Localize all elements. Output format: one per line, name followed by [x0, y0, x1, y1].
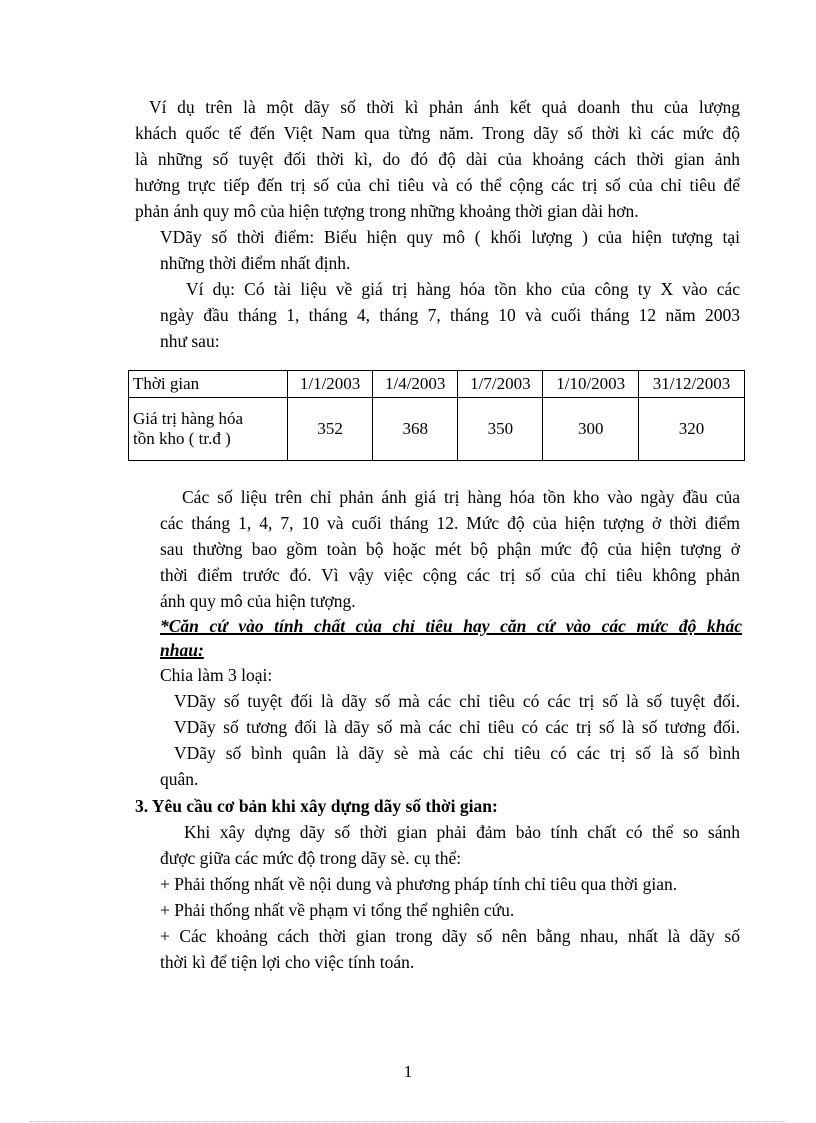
table-date-cell: 31/12/2003	[638, 371, 744, 398]
page-bottom-divider	[30, 1121, 786, 1122]
text-line: Ví dụ: Có tài liệu về giá trị hàng hóa tồn kho của công ty X vào các	[186, 279, 740, 299]
table-value-cell: 320	[638, 398, 744, 461]
text-line: thời điểm trước đó. Vì vậy việc cộng các trị số của chỉ tiêu không phản	[160, 565, 740, 585]
paragraph-period-series-example	[135, 94, 740, 224]
text-line: khách quốc tế đến Việt Nam qua từng năm. Trong dãy số thời kì các mức độ	[135, 123, 740, 143]
list-item: + Phải thống nhất về phạm vi tổng thể nghiên cứu.	[160, 900, 515, 920]
table-value-row	[129, 398, 745, 461]
table-row-label	[129, 398, 288, 461]
section-3-heading: 3. Yêu cầu cơ bản khi xây dựng dãy số thời gian:	[135, 796, 498, 816]
list-item: + Các khoảng cách thời gian trong dãy số nên bằng nhau, nhất là dãy số	[160, 926, 740, 946]
requirement-3	[160, 923, 740, 975]
text-line: các tháng 1, 4, 7, 10 và cuối tháng 12. Mức độ của hiện tượng ở thời điểm	[160, 513, 740, 533]
page-number: 1	[403, 1062, 413, 1081]
table-header-row	[129, 371, 745, 398]
table-value-cell: 300	[543, 398, 639, 461]
table-date-cell: 1/10/2003	[543, 371, 639, 398]
list-item: VDãy số tuyệt đối là dãy số mà các chỉ tiêu có các trị số là số tuyệt đối.	[174, 691, 740, 711]
table-value-cell: 368	[373, 398, 458, 461]
table-date-cell: 1/7/2003	[458, 371, 543, 398]
series-types-list	[174, 688, 740, 766]
text-line: được giữa các mức độ trong dãy sè. cụ thể:	[160, 848, 462, 868]
table-header-label: Thời gian	[129, 371, 288, 398]
series-types-tail	[160, 766, 740, 792]
requirements-list	[160, 871, 740, 923]
row-label-line: tồn kho ( tr.đ )	[133, 429, 231, 448]
text-line: Khi xây dựng dãy số thời gian phải đảm bảo tính chất có thể so sánh	[184, 822, 740, 842]
text-line: Chia làm 3 loại:	[160, 665, 273, 685]
list-item: VDãy số tương đối là dãy số mà các chỉ tiêu có các trị số là số tương đối.	[174, 717, 740, 737]
text-line: hưởng trực tiếp đến trị số của chỉ tiêu và có thể cộng các trị số của chỉ tiêu để	[135, 175, 740, 195]
text-line: sau thường bao gồm toàn bộ hoặc mét bộ phận mức độ của hiện tượng ở	[160, 539, 740, 559]
text-line: thời kì để tiện lợi cho việc tính toán.	[160, 952, 415, 972]
table-date-cell: 1/4/2003	[373, 371, 458, 398]
table-value-cell: 350	[458, 398, 543, 461]
table-date-cell: 1/1/2003	[288, 371, 373, 398]
paragraph-table-explanation	[160, 484, 740, 614]
text-line: Ví dụ trên là một dãy số thời kì phản ánh kết quả doanh thu của lượng	[149, 97, 740, 117]
paragraph-inventory-example	[160, 276, 740, 354]
text-line: những thời điểm nhất định.	[160, 253, 351, 273]
text-line: như sau:	[160, 331, 220, 351]
heading-line: nhau:	[160, 640, 204, 660]
text-line: ngày đầu tháng 1, tháng 4, tháng 7, tháng 10 và cuối tháng 12 năm 2003	[160, 305, 740, 325]
classification-intro	[160, 662, 740, 688]
text-line: VDãy số thời điểm: Biểu hiện quy mô ( khối lượng ) của hiện tượng tại	[160, 227, 740, 247]
text-line: quân.	[160, 769, 199, 789]
row-label-line: Giá trị hàng hóa	[133, 409, 243, 428]
text-line: ánh quy mô của hiện tượng.	[160, 591, 356, 611]
table-value-cell: 352	[288, 398, 373, 461]
section-3-intro	[160, 819, 740, 871]
list-item: VDãy số bình quân là dãy sè mà các chỉ tiêu có các trị số là số bình	[174, 743, 740, 763]
text-line: phản ánh quy mô của hiện tượng trong những khoảng thời gian dài hơn.	[135, 201, 639, 221]
heading-line: *Căn cứ vào tính chất của chỉ tiêu hay căn cứ vào các mức độ khác	[160, 616, 742, 636]
paragraph-point-series-definition	[160, 224, 740, 276]
text-line: là những số tuyệt đối thời kì, do đó độ dài của khoảng cách thời gian ảnh	[135, 149, 740, 169]
section-heading-italic	[160, 614, 742, 662]
text-line: Các số liệu trên chỉ phản ánh giá trị hàng hóa tồn kho vào ngày đầu của	[182, 487, 740, 507]
inventory-table	[128, 370, 745, 461]
list-item: + Phải thống nhất về nội dung và phương pháp tính chỉ tiêu qua thời gian.	[160, 874, 678, 894]
